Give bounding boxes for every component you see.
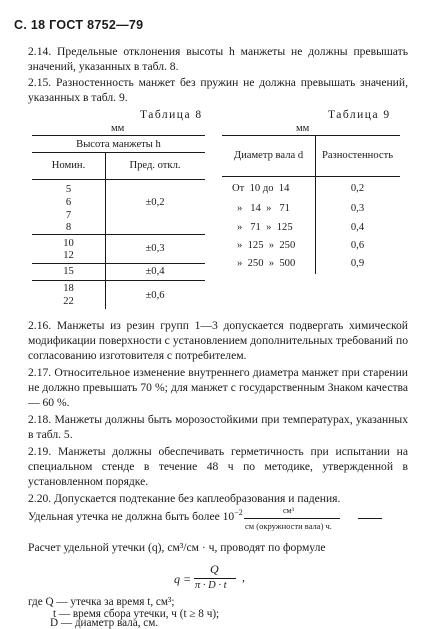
table8-caption: Таблица 8 [140, 109, 203, 121]
table8-nom: 5 [65, 184, 72, 195]
table8-dev: ±0,6 [145, 290, 165, 301]
table8-unit: мм [111, 123, 125, 134]
paragraph-2-19: 2.19. Манжеты должны обеспечивать герметичность при испытании на специальном стенде в течение 48 ч по методике, утвержденной в установленном порядке. [28, 445, 408, 488]
table9-diam: » 71 » 125 [237, 222, 293, 233]
table8-dev: ±0,3 [145, 243, 165, 254]
table9-col-diam: Диаметр вала d [233, 150, 304, 161]
formula-numerator: Q [210, 562, 219, 576]
table9-diam: От 10 до 14 [232, 183, 290, 194]
formula-tail: , [242, 570, 245, 584]
leakage-unit-num: см³ [283, 506, 295, 515]
paragraph-2-20: 2.20. Допускается подтекание без каплеобразования и падения. [28, 492, 341, 505]
table9-var: 0,2 [350, 183, 365, 194]
table8-nom: 8 [65, 222, 72, 233]
where-q: где Q — утечка за время t, см³; [28, 596, 175, 608]
calc-intro: Расчет удельной утечки (q), см³/см · ч, проводят по формуле [28, 541, 326, 554]
table9-caption: Таблица 9 [328, 109, 391, 121]
table8-nom: 7 [65, 210, 72, 221]
table8-col-dev: Пред. откл. [129, 160, 181, 171]
table9-unit: мм [296, 123, 310, 134]
table9-col-var: Разностенность [321, 150, 394, 161]
table9-diam: » 14 » 71 [237, 203, 290, 214]
table9-diam: » 250 » 500 [237, 258, 296, 269]
table8-nom: 18 [63, 283, 74, 294]
page-header: С. 18 ГОСТ 8752—79 [14, 18, 144, 32]
paragraph-2-16: 2.16. Манжеты из резин групп 1—3 допускается подвергать химической модификации поверхности с установлением дополнительных требований по согласованию изготовителя с потребителем. [28, 319, 408, 362]
leakage-unit-den: см (окружности вала) ч. [245, 521, 332, 531]
paragraph-2-17: 2.17. Относительное изменение внутреннего диаметра манжет при старении не должно превышать 70 %; для манжет с государственным Знаком качества — 60 %. [28, 366, 408, 409]
where-t: t — время сбора утечки, ч (t ≥ 8 ч); [53, 608, 220, 620]
table8-dev: ±0,4 [145, 266, 165, 277]
table9-diam: » 125 » 250 [237, 240, 296, 251]
table8-nom: 6 [65, 197, 72, 208]
paragraph-2-18: 2.18. Манжеты должны быть морозостойкими при температурах, указанных в табл. 5. [28, 413, 408, 441]
paragraph-2-15: 2.15. Разностенность манжет без пружин не должна превышать значений, указанных в табл. 9. [28, 76, 408, 104]
table8-dev: ±0,2 [145, 197, 165, 208]
table8-col-nom: Номин. [51, 160, 86, 171]
table8-nom: 12 [63, 250, 74, 261]
table8-nom: 10 [63, 238, 74, 249]
table9-var: 0,9 [350, 258, 365, 269]
leakage-limit: Удельная утечка не должна быть более $10^{-2}$ [28, 508, 243, 523]
table9-var: 0,4 [350, 222, 365, 233]
where-d: D — диаметр вала, см. [50, 617, 159, 629]
table8-nom: 22 [63, 296, 74, 307]
table8-group-header: Высота манжеты h [76, 139, 161, 150]
formula-denominator: π · D · t [195, 580, 227, 591]
table9-var: 0,6 [350, 240, 365, 251]
table9-var: 0,3 [350, 203, 365, 214]
paragraph-2-14: 2.14. Предельные отклонения высоты h манжеты не должны превышать значений, указанных в табл. 8. [28, 45, 408, 73]
formula-lhs: q = [174, 572, 192, 586]
table8-nom: 15 [63, 266, 74, 277]
